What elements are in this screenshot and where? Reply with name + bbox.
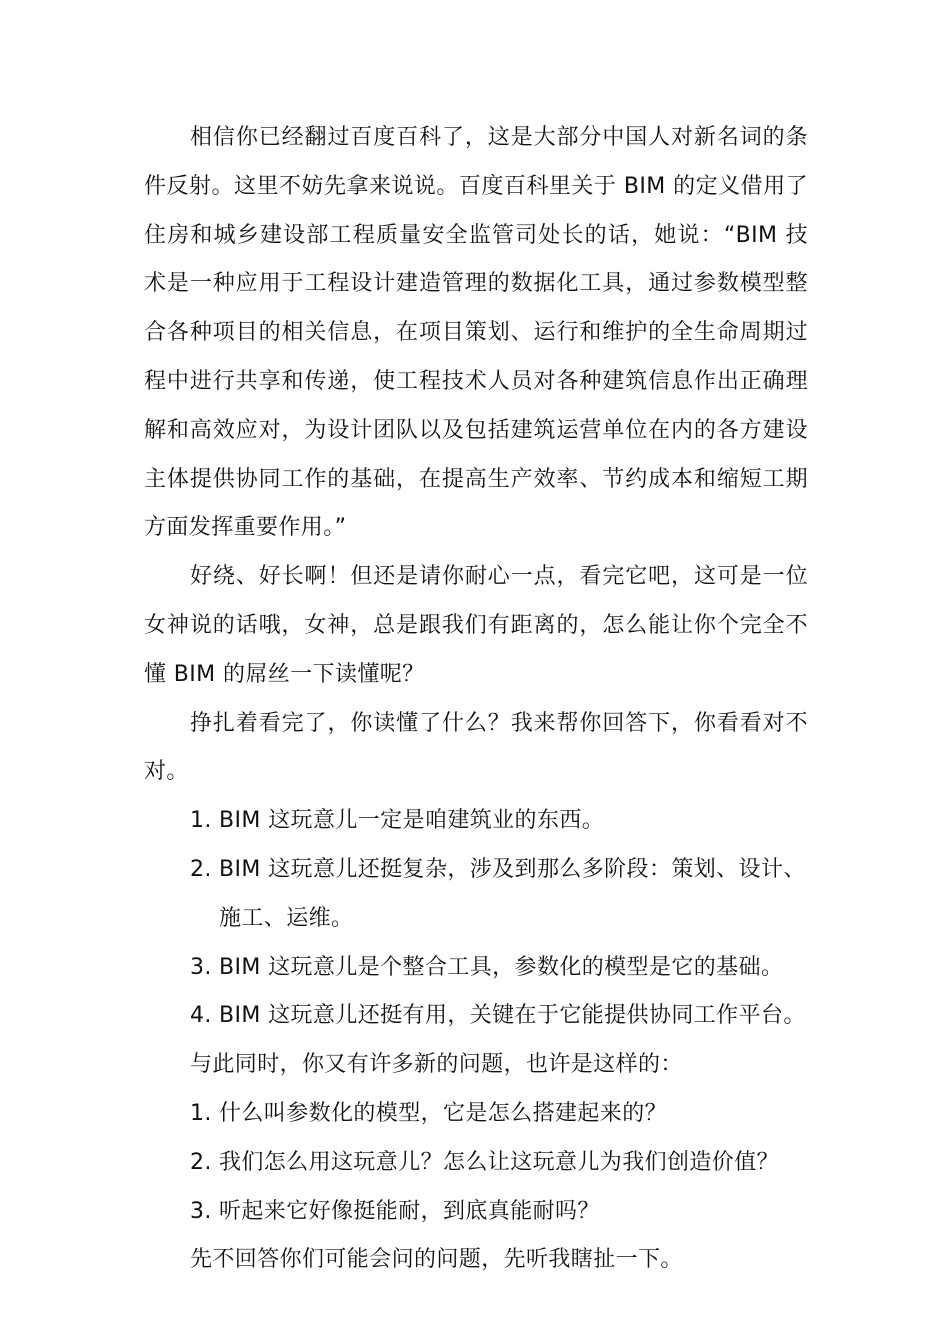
list-item-text: 什么叫参数化的模型，它是怎么搭建起来的？ (219, 1100, 668, 1126)
list-number: 2. (190, 856, 212, 882)
questions-list (144, 1090, 808, 1236)
paragraph-closing: 先不回答你们可能会问的问题，先听我瞎扯一下。 (190, 1247, 683, 1273)
paragraph-new-questions: 与此同时，你又有许多新的问题，也许是这样的： (190, 1052, 683, 1078)
paragraph-what-did-you-understand: 挣扎着看完了，你读懂了什么？我来帮你回答下，你看看对不对。 (144, 710, 808, 785)
list-number: 2. (190, 1149, 212, 1175)
document-body (144, 114, 808, 1285)
understanding-list (144, 797, 808, 1041)
list-number: 4. (190, 1003, 212, 1029)
list-item (144, 1090, 808, 1139)
list-item (144, 797, 808, 846)
list-number: 1. (190, 808, 212, 834)
list-item-text: BIM 这玩意儿是个整合工具，参数化的模型是它的基础。 (219, 954, 784, 980)
list-item (144, 992, 808, 1041)
paragraph-baidu-definition: 相信你已经翻过百度百科了，这是大部分中国人对新名词的条件反射。这里不妨先拿来说说。百度百科里关于 BIM 的定义借用了住房和城乡建设部工程质量安全监管司处长的话，她说：“BIM 技术是一种应用于工程设计建造管理的数据化工具，通过参数模型整合各种项目的相关信息，在项目策划、运行和维护的全生命周期过程中进行共享和传递，使工程技术人员对各种建筑信息作出正确理解和高效应对，为设计团队以及包括建筑运营单位在内的各方建设主体提供协同工作的基础，在提高生产效率、节约成本和缩短工期方面发挥重要作用。” (144, 125, 808, 541)
list-number: 1. (190, 1100, 212, 1126)
list-item-text: 我们怎么用这玩意儿？怎么让这玩意儿为我们创造价值？ (219, 1149, 780, 1175)
list-item (144, 846, 808, 944)
list-number: 3. (190, 954, 212, 980)
list-item (144, 944, 808, 993)
paragraph-goddess-quote: 好绕、好长啊！但还是请你耐心一点，看完它吧，这可是一位女神说的话哦，女神，总是跟我们有距离的，怎么能让你个完全不懂 BIM 的屌丝一下读懂呢？ (144, 564, 808, 687)
list-item-text: 听起来它好像挺能耐，到底真能耐吗？ (219, 1198, 600, 1224)
list-item (144, 1188, 808, 1237)
list-item-text: BIM 这玩意儿还挺复杂，涉及到那么多阶段：策划、设计、施工、运维。 (219, 856, 806, 931)
list-item-text: BIM 这玩意儿一定是咱建筑业的东西。 (219, 808, 605, 834)
list-item (144, 1139, 808, 1188)
list-number: 3. (190, 1198, 212, 1224)
list-item-text: BIM 这玩意儿还挺有用，关键在于它能提供协同工作平台。 (219, 1003, 806, 1029)
